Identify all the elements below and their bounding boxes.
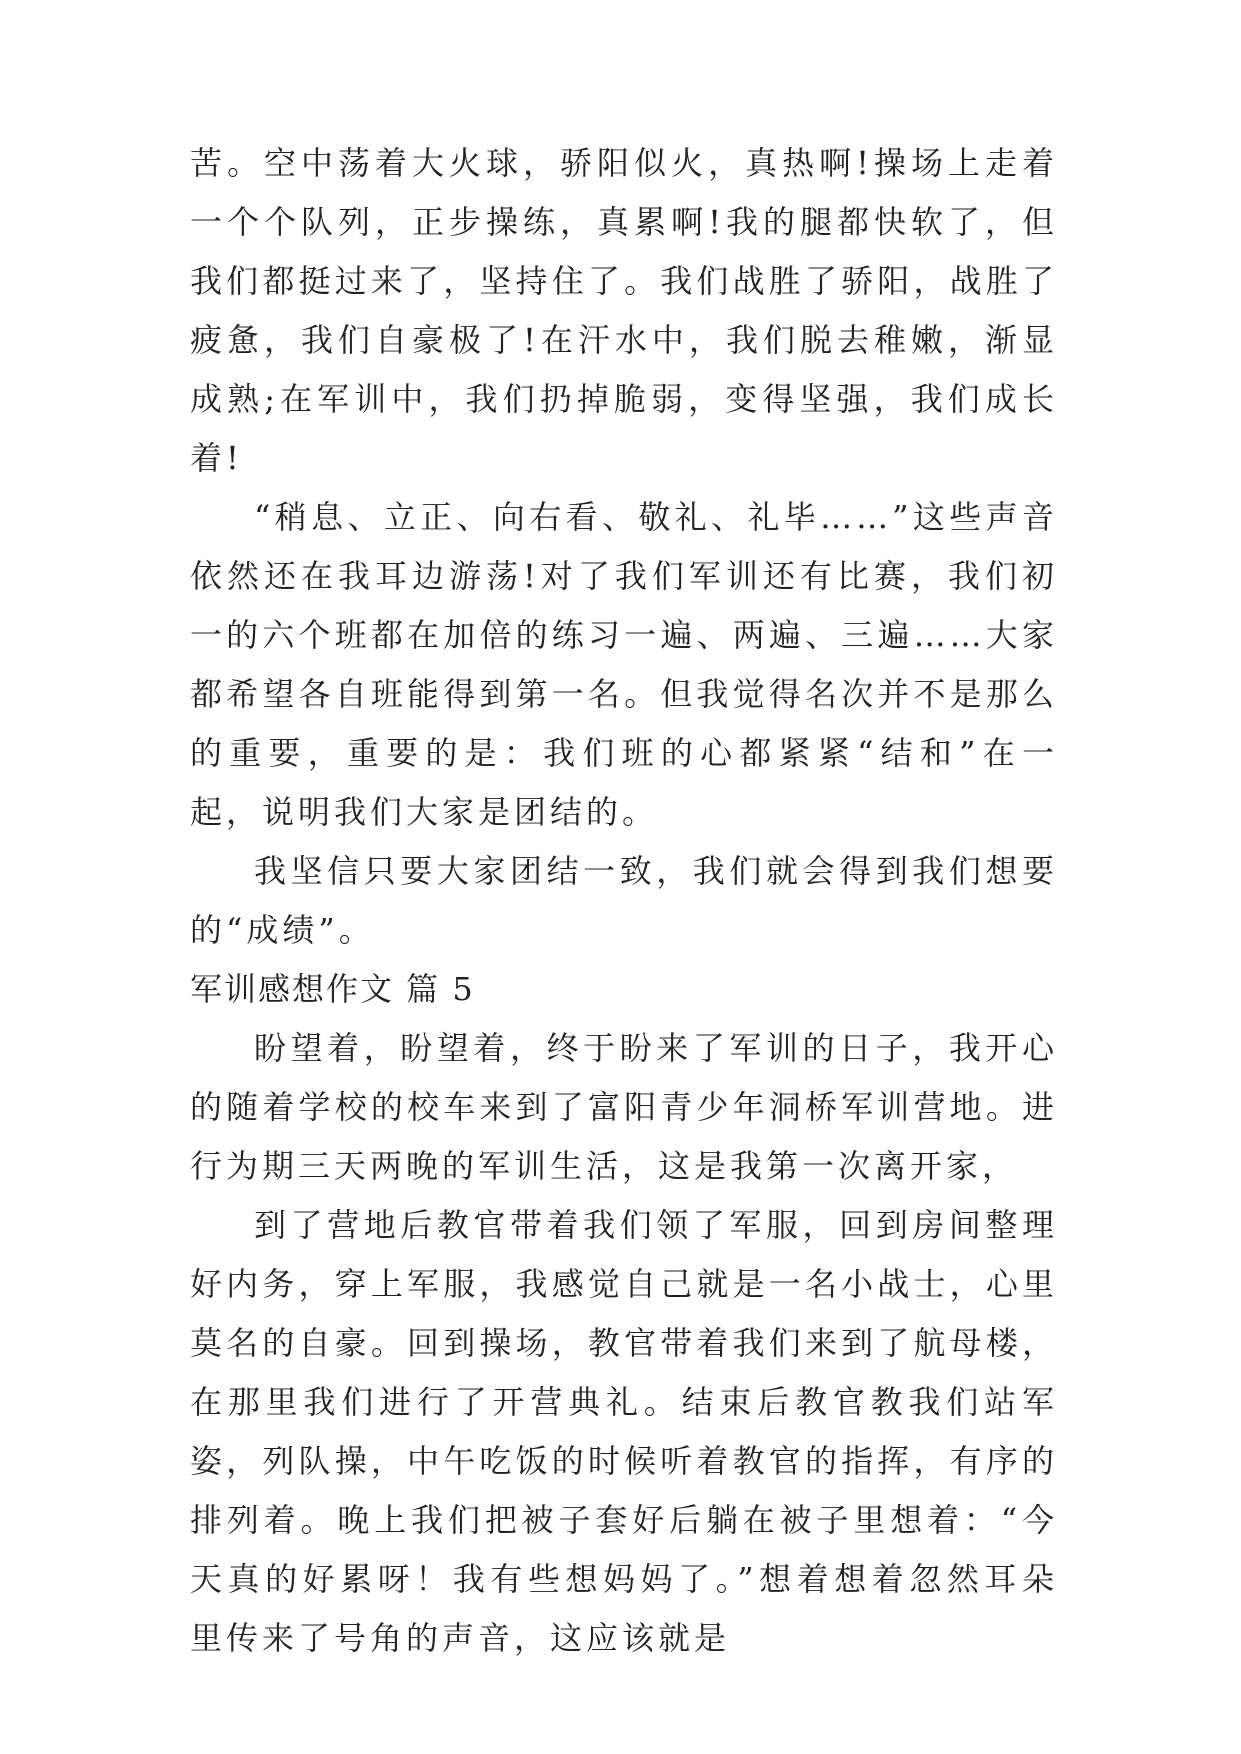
section-heading: 军训感想作文 篇 5: [190, 970, 475, 1008]
paragraph-4: 盼望着，盼望着，终于盼来了军训的日子，我开心的随着学校的校车来到了富阳青少年洞桥军训营地。进行为期三天两晚的军训生活，这是我第一次离开家，: [190, 1029, 1058, 1185]
paragraph-2: “稍息、立正、向右看、敬礼、礼毕……”这些声音依然还在我耳边游荡!对了我们军训还有比赛，我们初一的六个班都在加倍的练习一遍、两遍、三遍……大家都希望各自班能得到第一名。但我觉得名次并不是那么的重要，重要的是：我们班的心都紧紧“结和”在一起，说明我们大家是团结的。: [190, 498, 1058, 831]
document-body: [190, 134, 1058, 1668]
paragraph-5: 到了营地后教官带着我们领了军服，回到房间整理好内务，穿上军服，我感觉自己就是一名小战士，心里莫名的自豪。回到操场，教官带着我们来到了航母楼，在那里我们进行了开营典礼。结束后教官教我们站军姿，列队操，中午吃饭的时候听着教官的指挥，有序的排列着。晚上我们把被子套好后躺在被子里想着：“今天真的好累呀！我有些想妈妈了。”想着想着忽然耳朵里传来了号角的声音，这应该就是: [190, 1206, 1058, 1657]
paragraph-1: 苦。空中荡着大火球，骄阳似火，真热啊!操场上走着一个个队列，正步操练，真累啊!我的腿都快软了，但我们都挺过来了，坚持住了。我们战胜了骄阳，战胜了疲惫，我们自豪极了!在汗水中，我们脱去稚嫩，渐显成熟;在军训中，我们扔掉脆弱，变得坚强，我们成长着!: [190, 144, 1058, 477]
paragraph-3: 我坚信只要大家团结一致，我们就会得到我们想要的“成绩”。: [190, 852, 1058, 949]
